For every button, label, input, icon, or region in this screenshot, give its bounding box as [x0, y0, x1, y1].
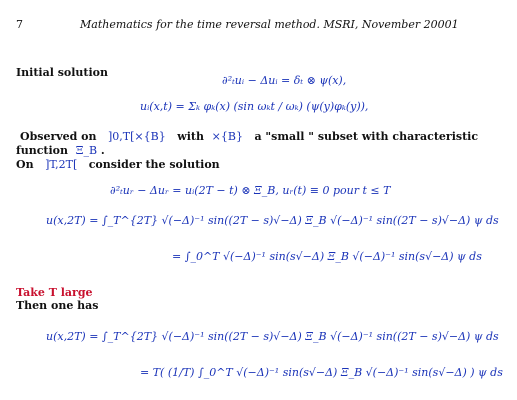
observed-math-2: ×{B}	[211, 130, 243, 143]
on-math-1: ]T,2T[	[45, 158, 78, 171]
equation-wave-initial: ∂²ₜuᵢ − Δuᵢ = δₜ ⊗ ψ(x),	[222, 74, 347, 87]
observed-text-1: Observed on	[20, 130, 97, 143]
equation-u2t-line1: u(x,2T) = ∫_T^{2T} √(−Δ)⁻¹ sin((2T − s)√−Δ) Ξ_B √(−Δ)⁻¹ sin((2T − s)√−Δ) ψ ds	[46, 214, 499, 227]
observed-text-2: with	[177, 130, 204, 143]
equation-reverse-wave: ∂²ₜuᵣ − Δuᵣ = uᵢ(2T − t) ⊗ Ξ_B, uᵣ(t) ≡ 0 pour t ≤ T	[110, 184, 391, 197]
equation-final-line2: = T( (1/T) ∫_0^T √(−Δ)⁻¹ sin(s√−Δ) Ξ_B √(−Δ)⁻¹ sin(s√−Δ) ) ψ ds	[140, 366, 503, 379]
initial-solution-heading: Initial solution	[16, 66, 109, 79]
page-number: 7	[16, 18, 23, 31]
equation-series: uᵢ(x,t) = Σₖ φₖ(x) (sin ωₖt / ωₖ) (ψ(y)φₖ(y)),	[140, 100, 369, 113]
observed-math-3: Ξ_B	[75, 144, 98, 157]
observed-math-1: ]0,T[×{B}	[108, 130, 166, 143]
on-text-1: On	[16, 158, 34, 171]
then-one-has: Then one has	[16, 299, 99, 312]
running-title: Mathematics for the time reversal method. MSRI, November 20001	[80, 18, 459, 31]
observed-line	[20, 130, 478, 143]
on-interval-line	[16, 158, 220, 171]
equation-u2t-line2: = ∫_0^T √(−Δ)⁻¹ sin(s√−Δ) Ξ_B √(−Δ)⁻¹ sin(s√−Δ) ψ ds	[172, 250, 482, 263]
observed-line-2	[16, 144, 105, 157]
page-header	[16, 18, 501, 34]
take-t-large: Take T large	[16, 286, 93, 299]
on-text-2: consider the solution	[88, 158, 220, 171]
observed-text-3: a "small " subset with characteristic	[254, 130, 479, 143]
equation-final-line1: u(x,2T) = ∫_T^{2T} √(−Δ)⁻¹ sin((2T − s)√−Δ) Ξ_B √(−Δ)⁻¹ sin((2T − s)√−Δ) ψ ds	[46, 330, 499, 343]
observed-text-5: .	[100, 144, 105, 157]
observed-text-4: function	[16, 144, 69, 157]
